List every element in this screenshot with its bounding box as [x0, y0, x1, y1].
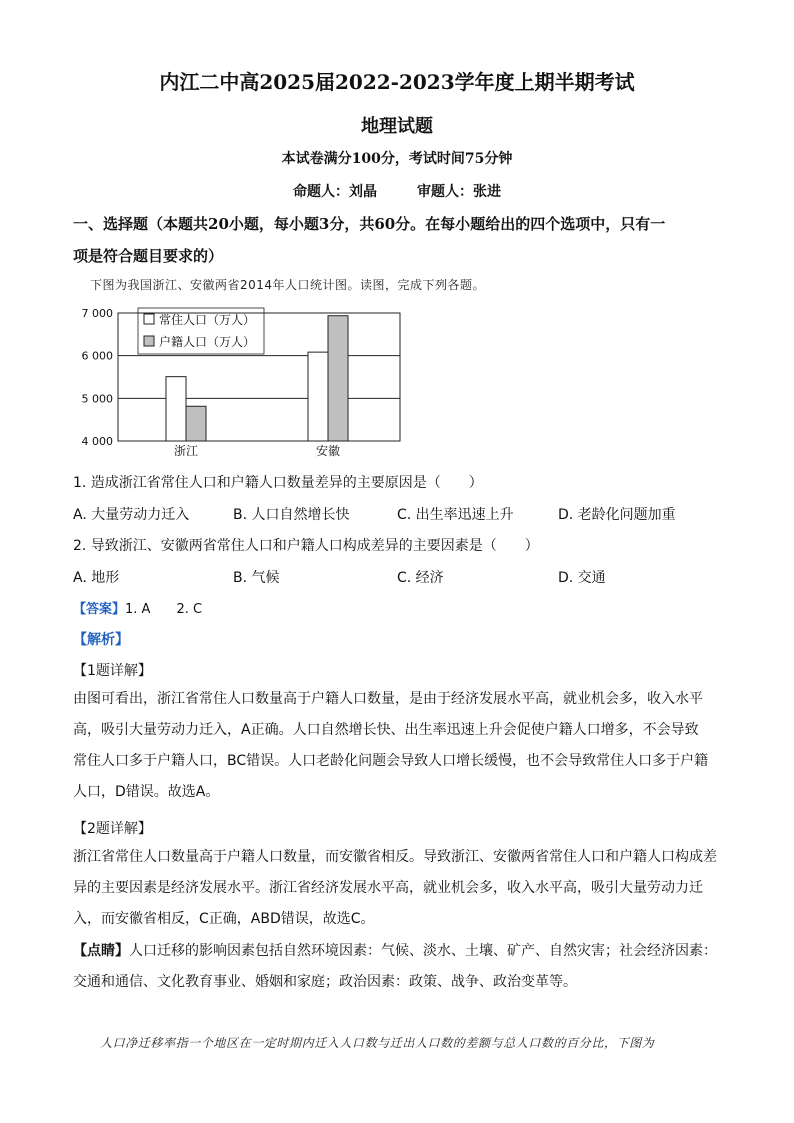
exam-info: 本试卷满分100分，考试时间75分钟 [281, 151, 513, 167]
detail2-line: 浙江省常住人口数量高于户籍人口数量，而安徽省相反。导致浙江、安徽两省常住人口和户籍人口构成差 [73, 849, 717, 865]
exam-title: 内江二中高2025届2022-2023学年度上期半期考试 [159, 70, 635, 94]
question-1-option-a[interactable]: A. 大量劳动力迁入 [73, 507, 190, 523]
bar-浙江-1 [186, 406, 206, 441]
y-tick-label: 6 000 [81, 349, 113, 363]
x-category-label: 安徽 [315, 444, 341, 458]
question-1-option-d[interactable]: D. 老龄化问题加重 [558, 507, 676, 523]
detail1-text [73, 684, 723, 808]
plot-frame [118, 313, 400, 441]
question-2-option-c[interactable]: C. 经济 [397, 570, 444, 586]
y-tick-label: 5 000 [81, 392, 113, 406]
next-question-intro: 人口净迁移率指一个地区在一定时期内迁入人口数与迁出人口数的差额与总人口数的百分比，下图为 [100, 1036, 655, 1050]
detail1-label: 【1题详解】 [73, 663, 152, 679]
detail1-line: 人口，D错误。故选A。 [73, 784, 220, 800]
section-heading [73, 208, 723, 272]
question-1-stem: 1. 造成浙江省常住人口和户籍人口数量差异的主要原因是（ ） [73, 475, 483, 491]
detail1-line: 由图可看出，浙江省常住人口数量高于户籍人口数量，是由于经济发展水平高，就业机会多，收入水平 [73, 691, 703, 707]
question-2-stem: 2. 导致浙江、安徽两省常住人口和户籍人口构成差异的主要因素是（ ） [73, 538, 539, 554]
chart-intro: 下图为我国浙江、安徽两省2014年人口统计图。读图，完成下列各题。 [90, 278, 486, 292]
authors-line [0, 181, 794, 201]
detail2-line: 入，而安徽省相反，C正确，ABD错误，故选C。 [73, 911, 375, 927]
x-category-label: 浙江 [173, 444, 199, 458]
question-2-option-b[interactable]: B. 气候 [233, 570, 280, 586]
legend-label: 户籍人口（万人） [159, 335, 256, 349]
legend-swatch [144, 314, 154, 324]
question-1-option-c[interactable]: C. 出生率迅速上升 [397, 507, 514, 523]
detail1-line: 常住人口多于户籍人口，BC错误。人口老龄化问题会导致人口增长缓慢，也不会导致常住人口多于户籍 [73, 753, 709, 769]
question-2-option-a[interactable]: A. 地形 [73, 570, 120, 586]
analysis-label [73, 629, 129, 649]
legend-swatch [144, 336, 154, 346]
answer-label: 【答案】 [73, 602, 126, 617]
section-heading-line1: 一、选择题（本题共20小题，每小题3分，共60分。在每小题给出的四个选项中，只有一 [73, 215, 666, 233]
bar-安徽-0 [308, 352, 328, 441]
section-heading-line2: 项是符合题目要求的） [73, 247, 224, 265]
answer-line [73, 598, 202, 617]
detail1-line: 高，吸引大量劳动力迁入，A正确。人口自然增长快、出生率迅速上升会促使户籍人口增多，不会导致 [73, 722, 699, 738]
question-2-option-d[interactable]: D. 交通 [558, 570, 606, 586]
subject-title: 地理试题 [361, 116, 433, 137]
question-1-option-b[interactable]: B. 人口自然增长快 [233, 507, 350, 523]
reviewer-label: 审题人：张进 [417, 184, 501, 200]
pointer-text1: 人口迁移的影响因素包括自然环境因素：气候、淡水、土壤、矿产、自然灾害；社会经济因素： [129, 943, 717, 959]
bar-安徽-1 [328, 316, 348, 441]
detail2-text [73, 842, 723, 935]
answer-text: 1. A 2. C [125, 602, 203, 617]
analysis-tag: 【解析】 [73, 632, 129, 648]
setter-label: 命题人：刘晶 [293, 184, 377, 200]
bar-浙江-0 [166, 377, 186, 441]
legend-label: 常住人口（万人） [159, 313, 256, 327]
y-tick-label: 4 000 [81, 435, 113, 448]
population-bar-chart [70, 305, 410, 465]
detail2-label: 【2题详解】 [73, 821, 152, 837]
pointer-line2: 交通和通信、文化教育事业、婚姻和家庭；政治因素：政策、战争、政治变革等。 [73, 974, 577, 990]
detail2-line: 异的主要因素是经济发展水平。浙江省经济发展水平高，就业机会多，收入水平高，吸引大量劳动力迁 [73, 880, 703, 896]
y-tick-label: 7 000 [81, 307, 113, 320]
pointer-line1 [73, 936, 723, 967]
pointer-label: 【点睛】 [73, 943, 129, 959]
pointer-block [73, 936, 723, 998]
